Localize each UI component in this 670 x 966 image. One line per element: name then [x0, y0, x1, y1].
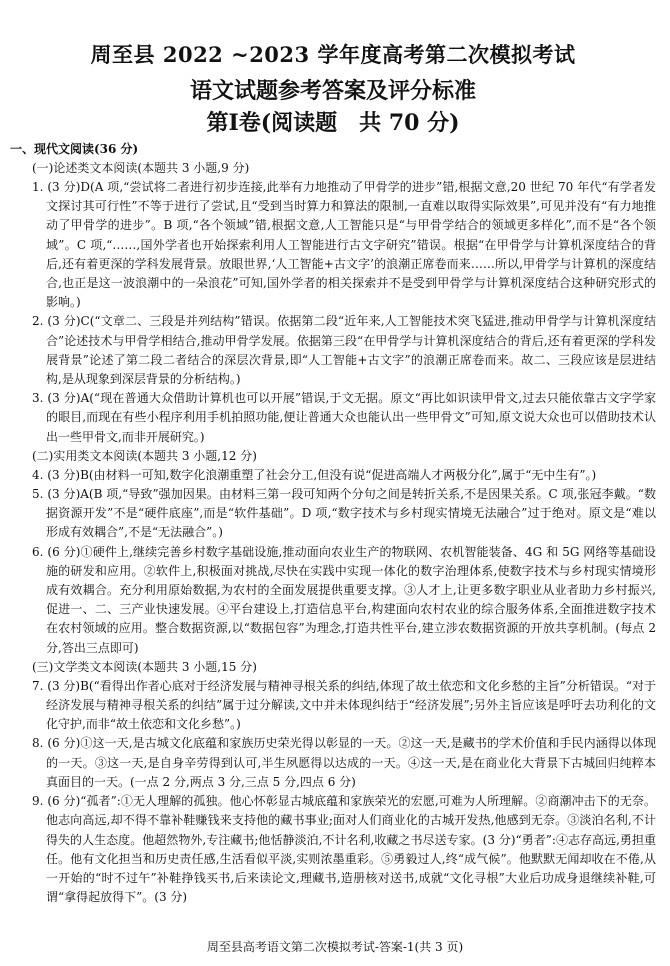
answer-6: 6. (6 分)①硬件上,继续完善乡村数字基础设施,推动面向农业生产的物联网、农机智能装备、4G 和 5G 网络等基础设施的研发和应用。②软件上,积极面对挑战,尽快在实践中实现一体化的数字治理体系,使数字技术与乡村现实情境形成有效耦合。充分利用原始数据,为农村的全面发展提供重要支撑。③人才上,让更多数字职业从业者助力乡村振兴,促进一、二、三产业快速发展。④平台建设上,打造信息平台,构建面向农村农业的综合服务体系,全面推进数字技术在农村领域的应用。整合数据资源,以“数据包容”为理念,打造共性平台,建立涉农数据资源的开放共享机制。(每点 2 分,答出三点即可)	[32, 544, 656, 655]
page-footer: 周至县高考语文第二次模拟考试-答案-1(共 3 页)	[206, 940, 464, 954]
answer-8: 8. (6 分)①这一天,是古城文化底蕴和家族历史荣光得以彰显的一天。②这一天,是藏书的学术价值和手民内涵得以体现的一天。③这一天,是自身辛劳得到认可,半生夙愿得以达成的一天。④这一天,是在商业化大背景下古城回归纯粹本真面目的一天。(一点 2 分,两点 3 分,三点 5 分,四点 6 分)	[32, 736, 656, 789]
subsection-literary: (三)文学类文本阅读(本题共 3 小题,15 分)	[32, 659, 257, 674]
subsection-practical: (二)实用类文本阅读(本题共 3 小题,12 分)	[32, 448, 257, 463]
answer-9: 9. (6 分)“孤者”:①无人理解的孤独。他心怀彰显古城底蕴和家族荣光的宏愿,可难为人所理解。②商潮冲击下的无奈。他志向高远,却不得不靠补鞋赚钱来支持他的藏书事业;面对人们商业化的古城开发热,他感到无奈。③淡泊名利,不计得失的人生态度。他超然物外,专注藏书;他恬静淡泊,不计名利,收藏之书尽送专家。(3 分)“勇者”:④志存高远,勇担重任。他有文化担当和历史责任感,生活看似平淡,实则浓墨重彩。⑤勇毅过人,终“成气候”。他默默无闻却收在不倦,从一开始的“时不过午”补鞋挣钱买书,后来读论文,理藏书,造册核对送书,成就“文化寻根”大业后功成身退继续补鞋,可谓“拿得起放得下”。(3 分)	[32, 794, 656, 905]
volume-heading: 第Ⅰ卷(阅读题 共 70 分)	[206, 110, 460, 136]
answer-7: 7. (3 分)B(“看得出作者心底对于经济发展与精神寻根关系的纠结,体现了故土依恋和文化乡愁的主旨”分析错误。“对于经济发展与精神寻根关系的纠结”属于过分解读,文中并未体现纠结于“经济发展”;另外主旨应该是呼吁去功利化的文化守护,而非“故土依恋和文化乡愁”。)	[32, 678, 656, 732]
answer-1: 1. (3 分)D(A 项,“尝试将二者进行初步连接,此举有力地推动了甲骨学的进步”错,根据文意,20 世纪 70 年代“有学者发文探讨其可行性”不等于进行了尝试,且“受到当时算力和算法的限制,一直难以取得实际效果”,可见并没有“有力地推动了甲骨学的进步”。B 项,“各个领域”错,根据文意,人工智能只是“与甲骨学结合的领域更多样化”,而不是“各个领域”。C 项,“……,国外学者也开始探索利用人工智能进行古文字研究”错误。根据“在甲骨学与计算机深度结合的背后,还有着更深的学科发展背景。放眼世界,‘人工智能+古文字’的浪潮正席卷而来……所以,甲骨学与计算机的深度结合,也正是这一波浪潮中的一朵浪花”可知,国外学者的相关探索并不是受到甲骨学与计算机深度结合这种研究形式的影响。)	[32, 180, 656, 310]
subsection-argumentative: (一)论述类文本阅读(本题共 3 小题,9 分)	[32, 161, 250, 175]
exam-title: 周至县 2022 ~2023 学年度高考第二次模拟考试	[90, 42, 576, 67]
answer-3: 3. (3 分)A(“现在普通大众借助计算机也可以开展”错误,于文无据。原文“再比如识读甲骨文,过去只能依靠古文字学家的眼目,而现在有些小程序利用手机拍照功能,便让普通大众也能认出一些甲骨文”可知,原文说大众也可以借助技术认出一些甲骨文,而非开展研究。)	[32, 391, 656, 444]
answer-2: 2. (3 分)C(“文章二、三段是并列结构”错误。依据第二段“近年来,人工智能技术突飞猛进,推动甲骨学与计算机深度结合”论述技术与甲骨学相结合,推动甲骨学发展。依据第三段“在甲骨学与计算机深度结合的背后,还有着更深的学科发展背景”论述了第二段二者结合的深层次背景,即“人工智能+古文字”的浪潮正席卷而来。故二、三段应该是层进结构,是从现象到深层背景的分析结构。)	[32, 314, 656, 387]
answer-4: 4. (3 分)B(由材料一可知,数字化浪潮重塑了社会分工,但没有说“促进高端人才两极分化”,属于“无中生有”。)	[32, 467, 597, 482]
document-subtitle: 语文试题参考答案及评分标准	[189, 78, 476, 104]
answer-5: 5. (3 分)A(B 项,“导致”强加因果。由材料三第一段可知两个分句之间是转折关系,不是因果关系。C 项,张冠李戴。“数据资源开发”不是“硬件底座”,而是“软件基础”。D 项,“数字技术与乡村现实情境无法融合”过于绝对。原文是“难以形成有效耦合”,不是“无法融合”。)	[32, 487, 656, 540]
section-heading-modern-reading: 一、现代文阅读(36 分)	[10, 142, 139, 156]
